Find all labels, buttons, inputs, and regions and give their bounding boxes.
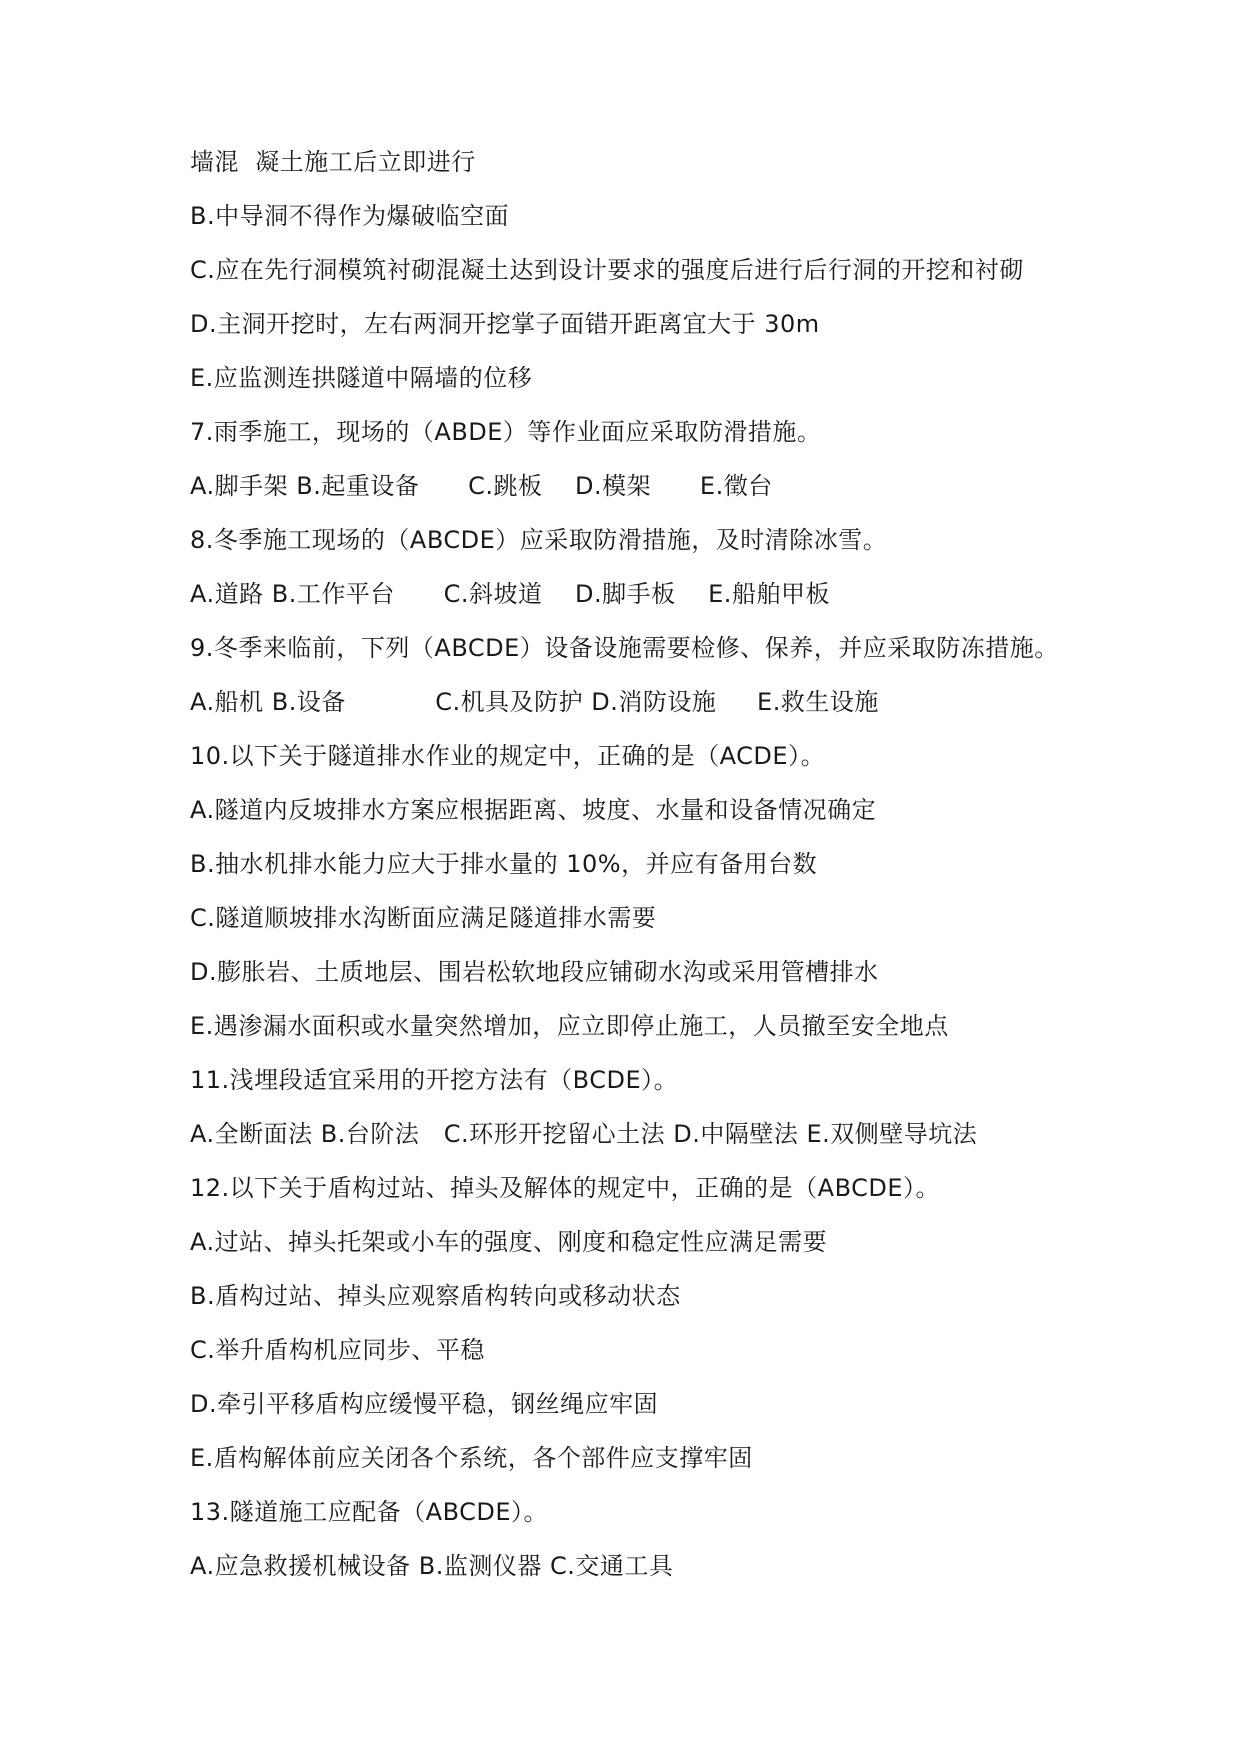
option-line: D.牵引平移盾构应缓慢平稳，钢丝绳应牢固 (190, 1390, 659, 1418)
option-line: A.船机 B.设备 C.机具及防护 D.消防设施 E.救生设施 (190, 688, 879, 716)
option-line: C.举升盾构机应同步、平稳 (190, 1336, 485, 1364)
option-line: A.隧道内反坡排水方案应根据距离、坡度、水量和设备情况确定 (190, 796, 877, 824)
question-line: 9.冬季来临前，下列（ABCDE）设备设施需要检修、保养，并应采取防冻措施。 (190, 634, 1059, 662)
option-line: C.应在先行洞模筑衬砌混凝土达到设计要求的强度后进行后行洞的开挖和衬砌 (190, 256, 1024, 284)
option-line: A.过站、掉头托架或小车的强度、刚度和稳定性应满足需要 (190, 1228, 828, 1256)
question-line: 10.以下关于隧道排水作业的规定中，正确的是（ACDE）。 (190, 742, 826, 770)
option-line: B.抽水机排水能力应大于排水量的 10%，并应有备用台数 (190, 850, 818, 878)
option-line: A.脚手架 B.起重设备 C.跳板 D.模架 E.徵台 (190, 472, 773, 500)
option-line: A.应急救援机械设备 B.监测仪器 C.交通工具 (190, 1552, 674, 1580)
question-line: 13.隧道施工应配备（ABCDE）。 (190, 1498, 549, 1526)
question-line: 8.冬季施工现场的（ABCDE）应采取防滑措施，及时清除冰雪。 (190, 526, 888, 554)
option-line: C.隧道顺坡排水沟断面应满足隧道排水需要 (190, 904, 657, 932)
option-line: D.主洞开挖时，左右两洞开挖掌子面错开距离宜大于 30m (190, 310, 820, 338)
option-line: B.中导洞不得作为爆破临空面 (190, 202, 510, 230)
option-line: A.道路 B.工作平台 C.斜坡道 D.脚手板 E.船舶甲板 (190, 580, 830, 608)
question-line: 12.以下关于盾构过站、掉头及解体的规定中，正确的是（ABCDE）。 (190, 1174, 941, 1202)
document-body (190, 147, 1090, 1605)
option-line: B.盾构过站、掉头应观察盾构转向或移动状态 (190, 1282, 681, 1310)
text-line: 墙混 凝土施工后立即进行 (190, 148, 476, 176)
option-line: E.盾构解体前应关闭各个系统，各个部件应支撑牢固 (190, 1444, 753, 1472)
question-line: 11.浅埋段适宜采用的开挖方法有（BCDE）。 (190, 1066, 679, 1094)
option-line: D.膨胀岩、土质地层、围岩松软地段应铺砌水沟或采用管槽排水 (190, 958, 879, 986)
question-line: 7.雨季施工，现场的（ABDE）等作业面应采取防滑措施。 (190, 418, 822, 446)
option-line: A.全断面法 B.台阶法 C.环形开挖留心土法 D.中隔壁法 E.双侧壁导坑法 (190, 1120, 978, 1148)
option-line: E.应监测连拱隧道中隔墙的位移 (190, 364, 533, 392)
option-line: E.遇渗漏水面积或水量突然增加，应立即停止施工，人员撤至安全地点 (190, 1012, 949, 1040)
